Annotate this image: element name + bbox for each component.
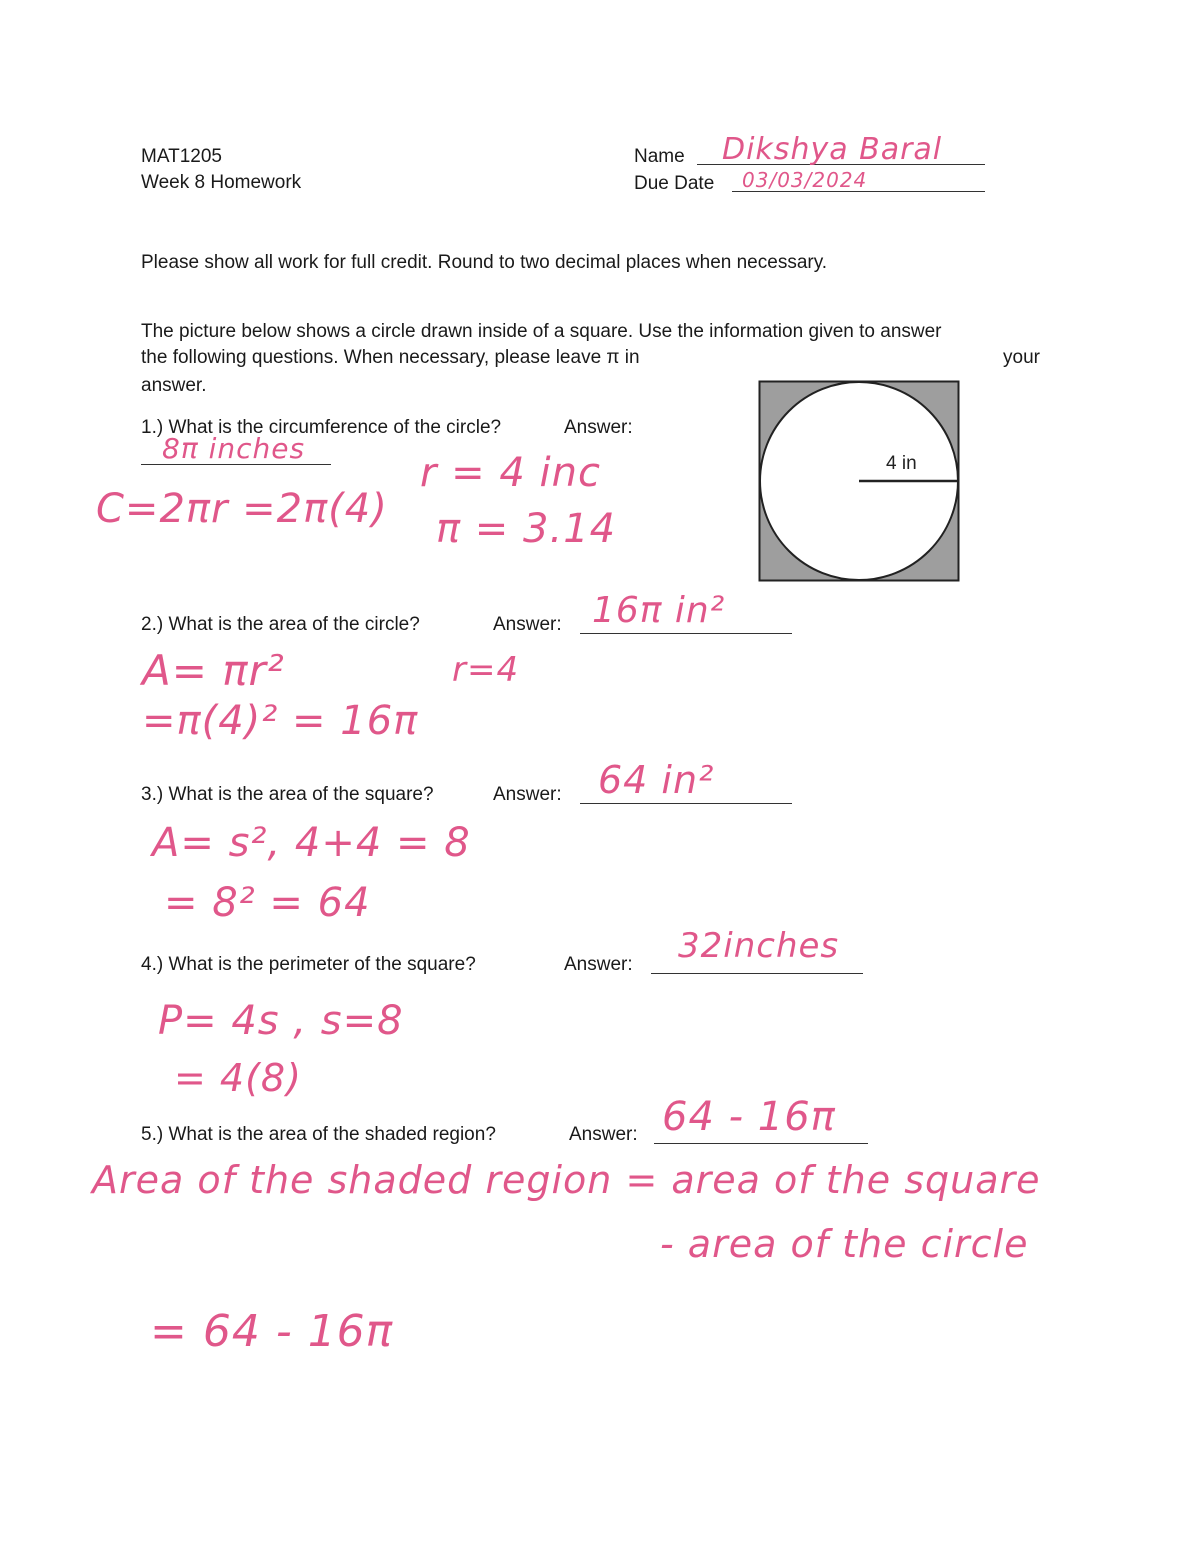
question-4-work-2: = 4(8) xyxy=(174,1056,302,1100)
question-4-answer: 32inches xyxy=(678,926,840,966)
question-2-answer: 16π in² xyxy=(592,590,726,631)
question-4-prompt: 4.) What is the perimeter of the square? xyxy=(141,954,476,975)
assignment-title: Week 8 Homework xyxy=(141,172,302,193)
intro-line-3: answer. xyxy=(141,375,207,396)
question-4-answer-line xyxy=(651,973,863,974)
intro-line-2: the following questions. When necessary, please leave π in xyxy=(141,347,640,368)
question-1-answer: 8π inches xyxy=(162,432,306,465)
question-5-work-3: = 64 - 16π xyxy=(150,1306,394,1357)
circle-in-square-figure xyxy=(758,380,960,582)
question-2-work-1: A= πr² xyxy=(142,646,285,695)
question-1-work-2: r = 4 inc xyxy=(420,450,602,496)
question-4-answer-label: Answer: xyxy=(564,954,633,975)
question-2-work-3: =π(4)² = 16π xyxy=(142,698,419,744)
intro-line-2-end: your xyxy=(1003,347,1040,368)
question-2-answer-label: Answer: xyxy=(493,614,562,635)
question-3-work-2: = 8² = 64 xyxy=(164,880,371,926)
question-5-work-1: Area of the shaded region = area of the square xyxy=(92,1158,1041,1202)
question-1-work-3: π = 3.14 xyxy=(436,506,617,552)
question-2-prompt: 2.) What is the area of the circle? xyxy=(141,614,420,635)
due-date-value: 03/03/2024 xyxy=(742,168,868,192)
question-5-work-2: - area of the circle xyxy=(660,1222,1029,1266)
question-2-work-2: r=4 xyxy=(452,650,520,690)
name-value: Dikshya Baral xyxy=(722,132,943,167)
question-1-answer-label: Answer: xyxy=(564,417,633,438)
question-1-work-1: C=2πr =2π(4) xyxy=(96,486,388,532)
question-1-prompt: 1.) What is the circumference of the circle? xyxy=(141,417,502,438)
question-5-answer-line xyxy=(654,1143,868,1144)
question-4-work-1: P= 4s , s=8 xyxy=(158,998,404,1044)
question-3-answer-label: Answer: xyxy=(493,784,562,805)
question-5-answer-label: Answer: xyxy=(569,1124,638,1145)
question-5-answer: 64 - 16π xyxy=(662,1094,836,1140)
name-label: Name xyxy=(634,146,685,167)
due-date-label: Due Date xyxy=(634,173,715,194)
question-3-work-1: A= s², 4+4 = 8 xyxy=(152,820,471,866)
course-code: MAT1205 xyxy=(141,146,222,167)
intro-line-1: The picture below shows a circle drawn inside of a square. Use the information given to answer xyxy=(141,321,942,342)
radius-label: 4 in xyxy=(886,453,917,474)
question-5-prompt: 5.) What is the area of the shaded region? xyxy=(141,1124,496,1145)
instructions: Please show all work for full credit. Round to two decimal places when necessary. xyxy=(141,252,828,273)
question-3-answer-line xyxy=(580,803,792,804)
question-3-prompt: 3.) What is the area of the square? xyxy=(141,784,434,805)
question-3-answer: 64 in² xyxy=(598,758,715,802)
question-2-answer-line xyxy=(580,633,792,634)
